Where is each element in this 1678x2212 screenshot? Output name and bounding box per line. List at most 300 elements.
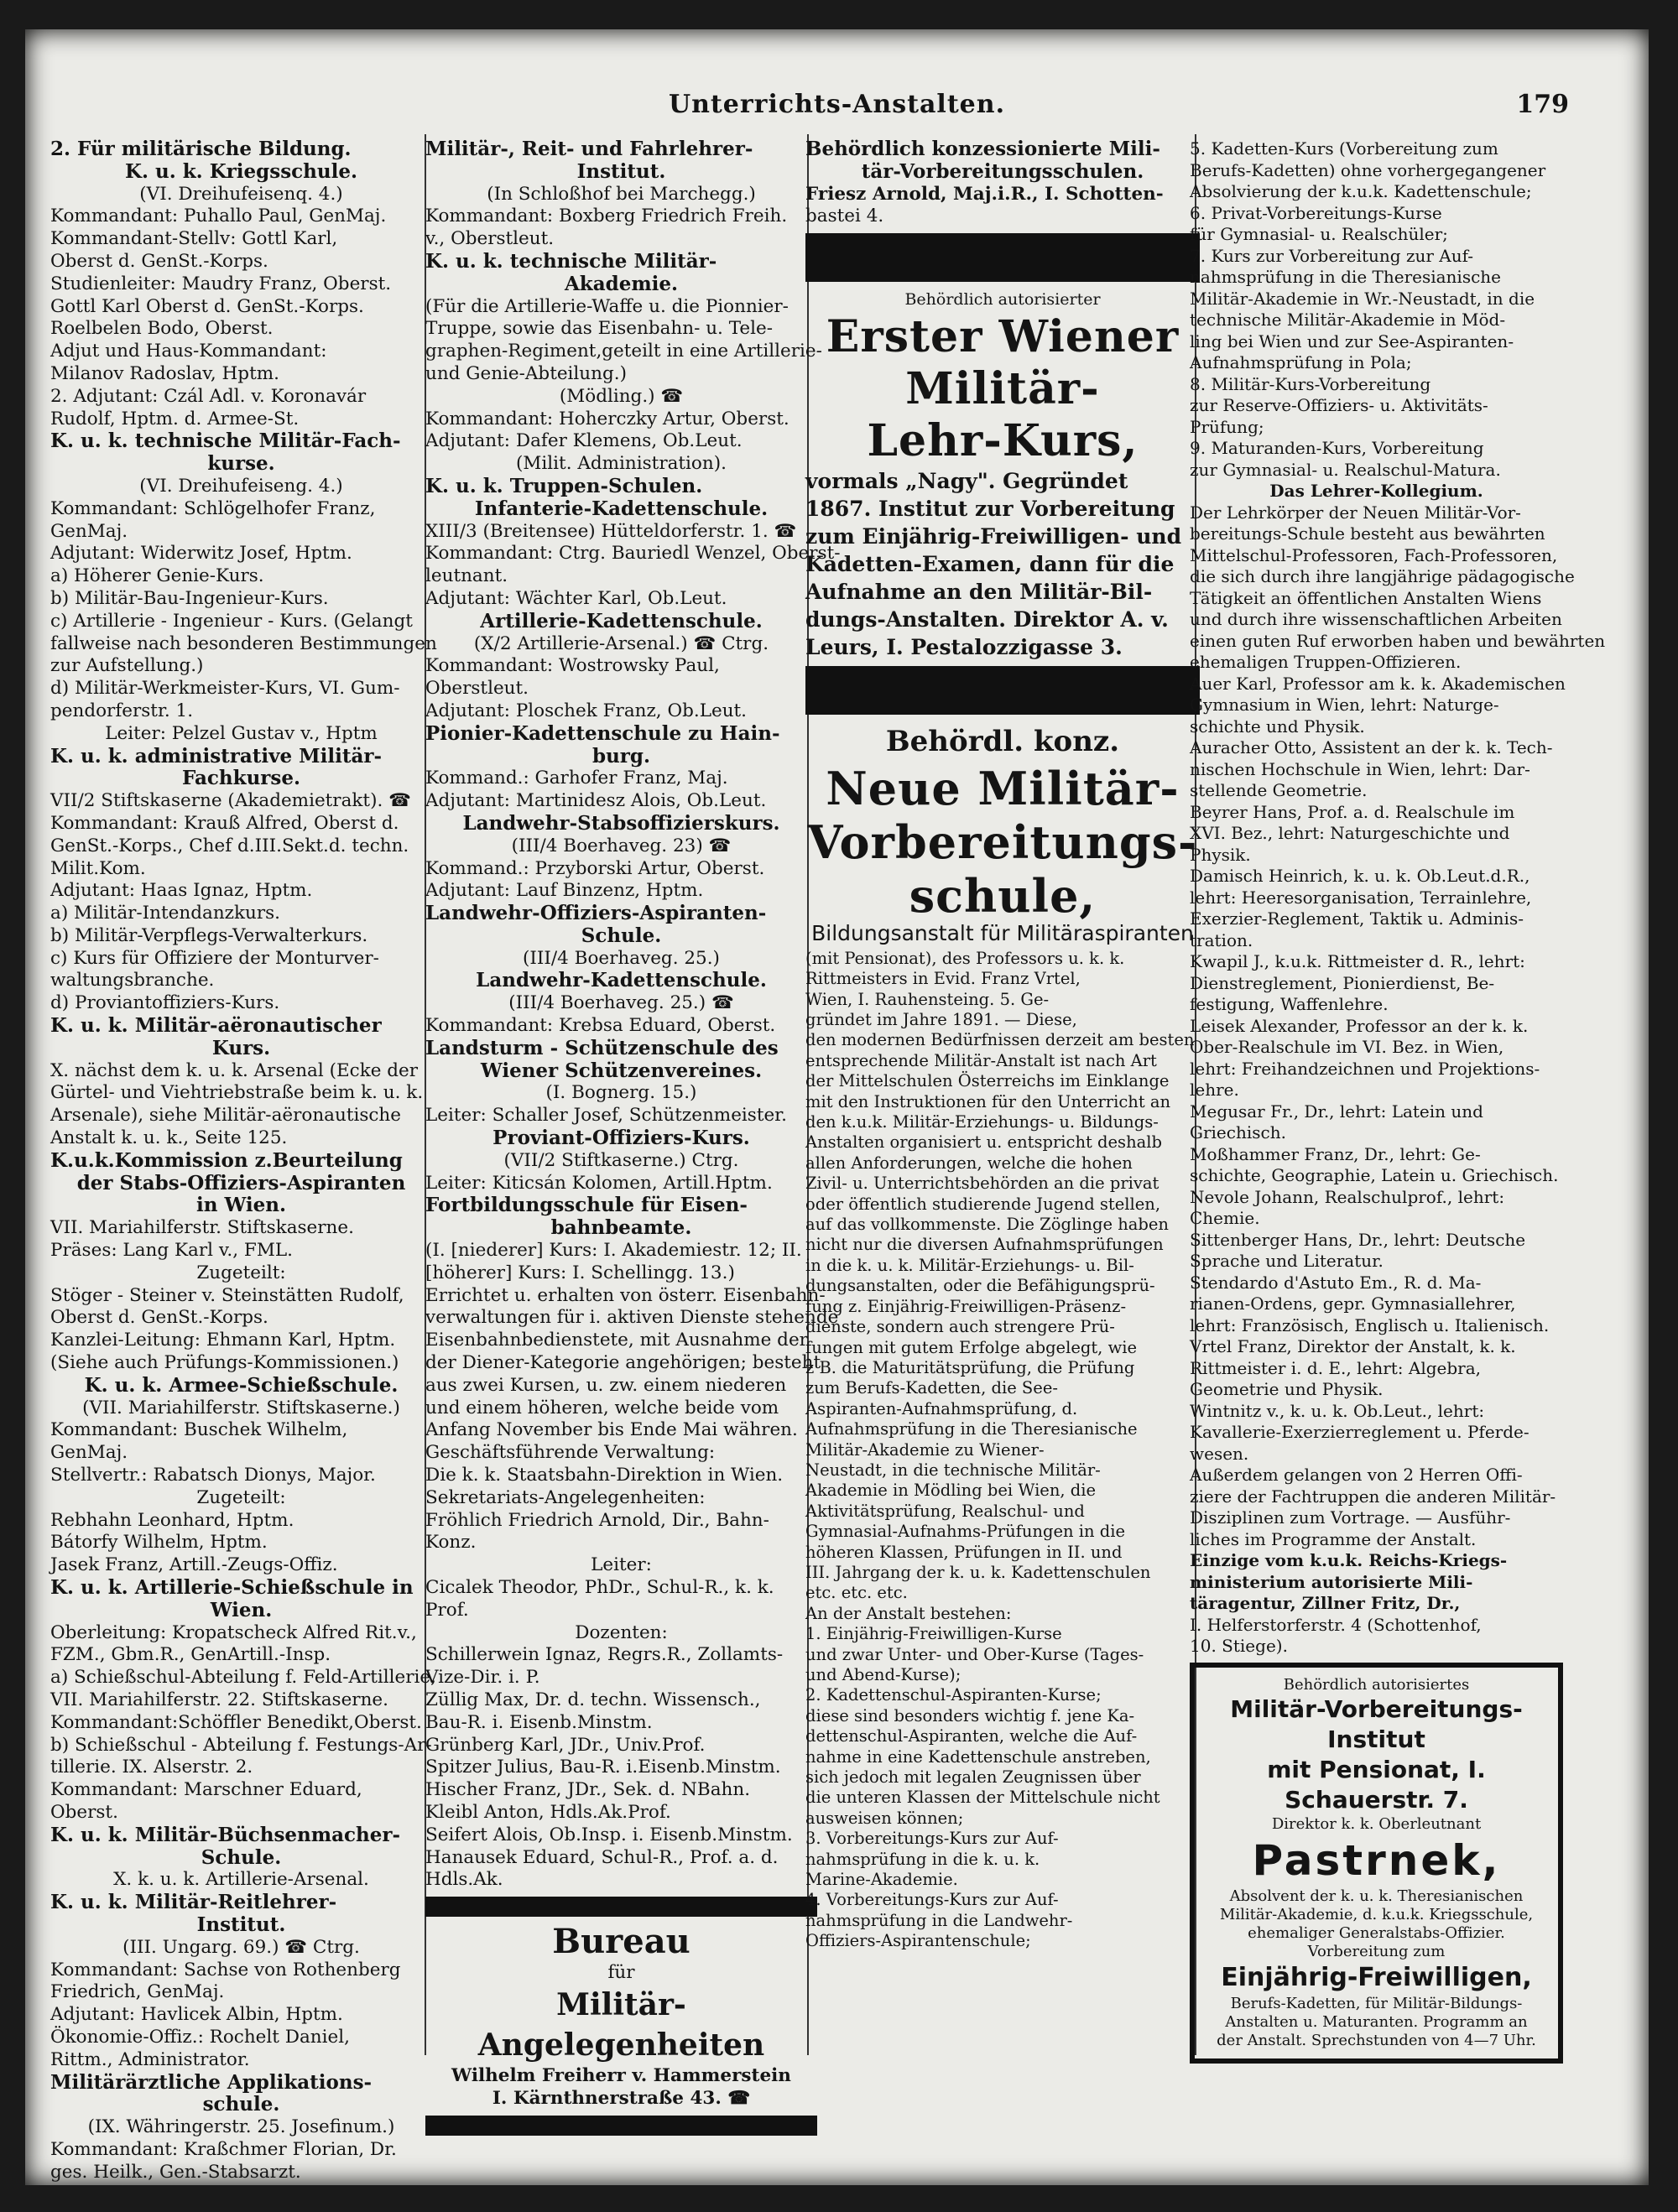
text-line: pendorferstr. 1. bbox=[50, 700, 194, 721]
ad-text-line: Offiziers-Aspirantenschule; bbox=[805, 1931, 1031, 1951]
section-heading: Fachkurse. bbox=[181, 767, 301, 790]
page-header bbox=[25, 90, 1649, 132]
text-line: Zugeteilt: bbox=[196, 1486, 286, 1508]
ad-text-line: allen Anforderungen, welche die hohen bbox=[805, 1153, 1133, 1173]
divider bbox=[805, 233, 1200, 282]
ad-text-line: Aktivitätsprüfung, Realschul- und bbox=[805, 1501, 1085, 1521]
inst-pre: Behördlich autorisiertes bbox=[1283, 1675, 1470, 1694]
ad-text-line: z B. die Maturitätsprüfung, die Prüfung bbox=[805, 1357, 1135, 1377]
text-line: Adjutant: Havlicek Albin, Hptm. bbox=[50, 2004, 343, 2026]
section-heading: K. u. k. Militär-Reitlehrer- bbox=[50, 1891, 337, 1914]
text-line: Dienstreglement, Pionierdienst, Be- bbox=[1190, 972, 1495, 993]
ad-text-line: nahmsprüfung in die k. u. k. bbox=[805, 1849, 1040, 1869]
text-line: VII. Mariahilferstr. 22. Stiftskaserne. bbox=[50, 1689, 388, 1710]
ad-text-line: diese sind besonders wichtig f. jene Ka- bbox=[805, 1705, 1135, 1725]
text-line: ling bei Wien und zur See-Aspiranten- bbox=[1190, 330, 1514, 351]
ad-text-line: Neustadt, in die technische Militär- bbox=[805, 1460, 1101, 1480]
section-heading: Fortbildungsschule für Eisen- bbox=[425, 1194, 748, 1217]
text-line: Kleibl Anton, Hdls.Ak.Prof. bbox=[425, 1801, 671, 1823]
text-line: waltungsbranche. bbox=[50, 970, 215, 991]
text-line: Dozenten: bbox=[575, 1621, 668, 1643]
inst-f2: Anstalten u. Maturanten. Programm an bbox=[1225, 2012, 1528, 2031]
text-line: Hdls.Ak. bbox=[425, 1869, 503, 1891]
ad-text-line: etc. etc. etc. bbox=[805, 1583, 908, 1603]
section-heading: K. u. k. administrative Militär- bbox=[50, 744, 383, 768]
text-line: (VI. Dreihufeiseng. 4.) bbox=[139, 475, 343, 497]
text-line: Der Lehrkörper der Neuen Militär-Vor- bbox=[1190, 502, 1521, 523]
section-heading: K.u.k.Kommission z.Beurteilung bbox=[50, 1148, 403, 1172]
text-line: b) Schießschul - Abteilung f. Festungs-Ar- bbox=[50, 1734, 432, 1756]
text-line: Friedrich, GenMaj. bbox=[50, 1981, 225, 2003]
text-line: (VII. Mariahilferstr. Stiftskaserne.) bbox=[82, 1397, 400, 1418]
text-line: Rittmeister i. d. E., lehrt: Algebra, bbox=[1190, 1357, 1482, 1378]
text-line: Rittm., Administrator. bbox=[50, 2048, 250, 2070]
text-line: Sittenberger Hans, Dr., lehrt: Deutsche bbox=[1190, 1229, 1526, 1250]
text-line: Kommand.: Przyborski Artur, Oberst. bbox=[425, 857, 765, 879]
text-line: Adjutant: Haas Ignaz, Hptm. bbox=[50, 880, 313, 902]
ad-text-line: Kadetten-Examen, dann für die bbox=[805, 551, 1175, 576]
text-line: (III/4 Boerhaveg. 23) ☎ bbox=[511, 835, 732, 856]
text-line: Leisek Alexander, Professor an der k. k. bbox=[1190, 1015, 1529, 1036]
section-heading: K. u. k. technische Militär- bbox=[425, 249, 717, 273]
text-line: d) Proviantoffiziers-Kurs. bbox=[50, 992, 280, 1014]
section-heading: Landwehr-Offiziers-Aspiranten- bbox=[425, 902, 767, 925]
text-line: Prüfung; bbox=[1190, 416, 1264, 437]
text-line: Anstalt k. u. k., Seite 125. bbox=[50, 1127, 288, 1149]
text-line: Ober-Realschule im VI. Bez. in Wien, bbox=[1190, 1037, 1504, 1057]
divider bbox=[425, 1897, 817, 1917]
text-line: X. nächst dem k. u. k. Arsenal (Ecke der bbox=[50, 1059, 419, 1081]
text-line: Stöger - Steiner v. Steinstätten Rudolf, bbox=[50, 1284, 404, 1306]
text-line: aus zwei Kursen, u. zw. einem niederen bbox=[425, 1374, 787, 1396]
text-line: b) Militär-Verpflegs-Verwalterkurs. bbox=[50, 924, 368, 946]
text-line: Kommandant: Boxberg Friedrich Freih. bbox=[425, 206, 788, 227]
text-line: verwaltungen für i. aktiven Dienste stehende bbox=[425, 1307, 839, 1329]
text-line: Geschäftsführende Verwaltung: bbox=[425, 1442, 716, 1464]
text-line: tration. bbox=[1190, 929, 1253, 950]
text-line: Vrtel Franz, Direktor der Anstalt, k. k. bbox=[1190, 1336, 1516, 1356]
text-line: Roelbelen Bodo, Oberst. bbox=[50, 318, 274, 340]
section-heading: Institut. bbox=[196, 1913, 286, 1936]
ad-text-line: höheren Klassen, Prüfungen in II. und bbox=[805, 1542, 1123, 1562]
text-line: c) Artillerie - Ingenieur - Kurs. (Gelangt bbox=[50, 610, 413, 632]
text-line: Konz. bbox=[425, 1532, 477, 1554]
ad-text-line: zum Einjährig-Freiwilligen- und bbox=[805, 523, 1182, 549]
text-line: ministerium autorisierte Mili- bbox=[1190, 1571, 1473, 1592]
ad-text-line: oder öffentlich studierende Jugend stellen, bbox=[805, 1194, 1161, 1214]
ad-text-line: gründet im Jahre 1891. — Diese, bbox=[805, 1010, 1077, 1029]
text-line: (Für die Artillerie-Waffe u. die Pionnier- bbox=[425, 295, 789, 317]
text-line: Kanzlei-Leitung: Ehmann Karl, Hptm. bbox=[50, 1330, 396, 1351]
text-line: ziere der Fachtruppen die anderen Militär- bbox=[1190, 1486, 1556, 1507]
column-1 bbox=[50, 138, 437, 2183]
text-line: (IX. Währingerstr. 25. Josefinum.) bbox=[87, 2116, 395, 2138]
section-heading: tär-Vorbereitungsschulen. bbox=[861, 159, 1144, 183]
text-line: Errichtet u. erhalten von österr. Eisenbahn- bbox=[425, 1284, 826, 1306]
text-line: Fröhlich Friedrich Arnold, Dir., Bahn- bbox=[425, 1509, 769, 1531]
lehrkurs-advertisement bbox=[805, 233, 1200, 715]
text-line: Gottl Karl Oberst d. GenSt.-Korps. bbox=[50, 295, 364, 317]
text-line: festigung, Waffenlehre. bbox=[1190, 994, 1389, 1014]
text-line: Friesz Arnold, Maj.i.R., I. Schotten- bbox=[805, 183, 1164, 205]
text-line: b) Militär-Bau-Ingenieur-Kurs. bbox=[50, 587, 329, 609]
text-line: Sprache und Literatur. bbox=[1190, 1251, 1384, 1271]
text-line: Oberst. bbox=[50, 1801, 118, 1823]
text-line: wesen. bbox=[1190, 1443, 1249, 1464]
text-line: Adjut und Haus-Kommandant: bbox=[50, 341, 327, 362]
text-line: Exerzier-Reglement, Taktik u. Adminis- bbox=[1190, 908, 1524, 929]
text-line: Bau-R. i. Eisenb.Minstm. bbox=[425, 1711, 653, 1733]
ad-text-line: sich jedoch mit legalen Zeugnissen über bbox=[805, 1767, 1141, 1788]
section-heading: in Wien. bbox=[196, 1194, 286, 1217]
text-line: Leiter: bbox=[591, 1554, 652, 1576]
bureau-ad-line2: für bbox=[607, 1962, 635, 1984]
ad-text-line: den modernen Bedürfnissen derzeit am besten bbox=[805, 1030, 1195, 1050]
section-heading: Institut. bbox=[576, 159, 666, 183]
column-3-header bbox=[805, 138, 1200, 228]
text-line: Ökonomie-Offiz.: Rochelt Daniel, bbox=[50, 2026, 350, 2048]
text-line: Kavallerie-Exerzierreglement u. Pferde- bbox=[1190, 1422, 1529, 1442]
text-line: (III. Ungarg. 69.) ☎ Ctrg. bbox=[122, 1936, 360, 1958]
text-line: Megusar Fr., Dr., lehrt: Latein und bbox=[1190, 1101, 1483, 1122]
text-line: Kwapil J., k.u.k. Rittmeister d. R., lehrt: bbox=[1190, 951, 1525, 971]
section-heading: Militär-, Reit- und Fahrlehrer- bbox=[425, 138, 753, 160]
text-line: Kommandant: Schlögelhofer Franz, bbox=[50, 497, 376, 519]
text-line: und Genie-Abteilung.) bbox=[425, 362, 627, 384]
text-line: Geometrie und Physik. bbox=[1190, 1379, 1384, 1399]
text-line: (III/4 Boerhaveg. 25.) bbox=[523, 947, 720, 969]
ad-text-line: 2. Kadettenschul-Aspiranten-Kurse; bbox=[805, 1685, 1102, 1705]
divider bbox=[805, 666, 1200, 715]
text-line: Rebhahn Leonhard, Hptm. bbox=[50, 1509, 294, 1531]
text-line: a) Militär-Intendanzkurs. bbox=[50, 903, 281, 924]
text-line: Truppe, sowie das Eisenbahn- u. Tele- bbox=[425, 318, 773, 340]
bureau-ad-line3: Militär-Angelegenheiten bbox=[477, 1986, 765, 2063]
text-line: täragentur, Zillner Fritz, Dr., bbox=[1190, 1593, 1461, 1613]
column-2-text bbox=[425, 138, 841, 1892]
text-line: Moßhammer Franz, Dr., lehrt: Ge- bbox=[1190, 1143, 1481, 1164]
text-line: FZM., Gbm.R., GenArtill.-Insp. bbox=[50, 1644, 331, 1666]
text-line: ehemaligen Truppen-Offizieren. bbox=[1190, 652, 1462, 672]
text-line: 7. Kurs zur Vorbereitung zur Auf- bbox=[1190, 245, 1474, 266]
ad-text-line: An der Anstalt bestehen: bbox=[805, 1603, 1012, 1623]
ad-text-line: den k.u.k. Militär-Erziehungs- u. Bildungs- bbox=[805, 1112, 1159, 1132]
section-heading: kurse. bbox=[207, 452, 275, 476]
ad-text-line: Aufnahmsprüfung in die Theresianische bbox=[805, 1419, 1138, 1439]
lehrkurs-pre: Behördlich autorisierter bbox=[904, 290, 1101, 310]
text-line: rianen-Ordens, gepr. Gymnasiallehrer, bbox=[1190, 1293, 1516, 1314]
inst-abs2: Militär-Akademie, d. k.u.k. Kriegsschule, bbox=[1219, 1905, 1534, 1923]
text-line: tillerie. IX. Alserstr. 2. bbox=[50, 1757, 253, 1778]
text-line: Stellvertr.: Rabatsch Dionys, Major. bbox=[50, 1465, 376, 1486]
text-line: graphen-Regiment,geteilt in eine Artillerie- bbox=[425, 341, 822, 362]
text-line: (VI. Dreihufeisenq. 4.) bbox=[139, 183, 343, 205]
text-line: Jasek Franz, Artill.-Zeugs-Offiz. bbox=[50, 1554, 338, 1576]
section-heading: K. u. k. Militär-aëronautischer bbox=[50, 1014, 382, 1038]
text-line: Züllig Max, Dr. d. techn. Wissensch., bbox=[425, 1689, 761, 1710]
text-line: GenMaj. bbox=[50, 520, 128, 542]
text-line: Kommandant: Buschek Wilhelm, bbox=[50, 1419, 348, 1441]
text-line: schichte und Physik. bbox=[1190, 716, 1365, 736]
inst-f3: der Anstalt. Sprechstunden von 4—7 Uhr. bbox=[1217, 2031, 1536, 2049]
text-line: Grünberg Karl, JDr., Univ.Prof. bbox=[425, 1734, 706, 1756]
column-4 bbox=[1190, 138, 1606, 2059]
text-line: Oberst d. GenSt.-Korps. bbox=[50, 250, 268, 272]
ad-text-line: 1. Einjährig-Freiwilligen-Kurse bbox=[805, 1624, 1062, 1644]
section-heading: Akademie. bbox=[564, 272, 679, 295]
ad-text-line: fung z. Einjährig-Freiwilligen-Präsenz- bbox=[805, 1296, 1127, 1316]
ad-text-line: der Mittelschulen Österreichs im Einklange bbox=[805, 1071, 1170, 1091]
text-line: Physik. bbox=[1190, 844, 1251, 865]
text-line: ges. Heilk., Gen.-Stabsarzt. bbox=[50, 2161, 301, 2183]
text-line: Hischer Franz, JDr., Sek. d. NBahn. bbox=[425, 1779, 751, 1801]
inst-f1: Berufs-Kadetten, für Militär-Bildungs- bbox=[1230, 1994, 1523, 2012]
text-line: Seifert Alois, Ob.Insp. i. Eisenb.Minstm. bbox=[425, 1824, 793, 1845]
text-line: Schillerwein Ignaz, Regrs.R., Zollamts- bbox=[425, 1644, 784, 1666]
inst-title1: Militär-Vorbereitungs-Institut bbox=[1230, 1694, 1523, 1753]
text-line: XIII/3 (Breitensee) Hütteldorferstr. 1. ☎ bbox=[425, 520, 797, 542]
text-line: Adjutant: Lauf Binzenz, Hptm. bbox=[425, 880, 704, 902]
text-line: 6. Privat-Vorbereitungs-Kurse bbox=[1190, 202, 1442, 223]
inst-prep: Vorbereitung zum bbox=[1307, 1942, 1446, 1960]
text-line: fallweise nach besonderen Bestimmungen bbox=[50, 632, 437, 654]
text-line: Beyrer Hans, Prof. a. d. Realschule im bbox=[1190, 801, 1515, 822]
text-line: Berufs-Kadetten) ohne vorhergegangener bbox=[1190, 159, 1546, 180]
vorbereitungsschule-advertisement bbox=[805, 721, 1200, 1952]
ad-text-line: nicht nur die diversen Aufnahmsprüfungen bbox=[805, 1235, 1164, 1255]
text-line: (In Schloßhof bei Marchegg.) bbox=[487, 183, 756, 205]
bureau-ad-line5: I. Kärnthnerstraße 43. ☎ bbox=[492, 2087, 751, 2109]
text-line: lehre. bbox=[1190, 1080, 1239, 1100]
text-line: Kommandant: Wostrowsky Paul, bbox=[425, 655, 720, 677]
vorb-sub: Bildungsanstalt für Militäraspiranten bbox=[811, 920, 1194, 945]
text-line: VII. Mariahilferstr. Stiftskaserne. bbox=[50, 1217, 354, 1239]
text-line: Cicalek Theodor, PhDr., Schul-R., k. k. bbox=[425, 1577, 774, 1598]
ad-text-line: dungsanstalten, oder die Befähigungsprü- bbox=[805, 1276, 1155, 1296]
text-line: 9. Maturanden-Kurs, Vorbereitung bbox=[1190, 438, 1484, 458]
text-line: nischen Hochschule in Wien, lehrt: Dar- bbox=[1190, 758, 1530, 779]
section-heading: K. u. k. Artillerie-Schießschule in bbox=[50, 1576, 414, 1599]
text-line: a) Schießschul-Abteilung f. Feld-Artillerie, bbox=[50, 1667, 436, 1689]
ad-text-line: und zwar Unter- und Ober-Kurse (Tages- bbox=[805, 1644, 1144, 1664]
text-line: Auracher Otto, Assistent an der k. k. Tech- bbox=[1190, 737, 1553, 757]
column-2 bbox=[425, 138, 841, 2109]
text-line: Disziplinen zum Vortrage. — Ausführ- bbox=[1190, 1507, 1511, 1528]
text-line: Oberstleut. bbox=[425, 678, 529, 700]
ad-text-line: mit den Instruktionen für den Unterricht an bbox=[805, 1091, 1171, 1111]
text-line: Oberst d. GenSt.-Korps. bbox=[50, 1307, 268, 1329]
inst-director: Direktor k. k. Oberleutnant bbox=[1271, 1814, 1482, 1833]
text-line: Kommandant:Schöffler Benedikt,Oberst. bbox=[50, 1711, 422, 1733]
text-line: Adjutant: Martinidesz Alois, Ob.Leut. bbox=[425, 790, 767, 812]
text-line: technische Militär-Akademie in Möd- bbox=[1190, 310, 1506, 330]
text-line: Gymnasium in Wien, lehrt: Naturge- bbox=[1190, 695, 1499, 715]
ad-text-line: Gymnasial-Aufnahms-Prüfungen in die bbox=[805, 1522, 1126, 1542]
bureau-advertisement bbox=[425, 1897, 817, 2135]
section-heading: Artillerie-Kadettenschule. bbox=[480, 609, 763, 632]
text-line: a) Höherer Genie-Kurs. bbox=[50, 565, 264, 587]
text-line: und einem höheren, welche beide vom bbox=[425, 1397, 779, 1418]
inst-title2: mit Pensionat, I. Schauerstr. 7. bbox=[1267, 1755, 1486, 1814]
ad-text-line: Rittmeisters in Evid. Franz Vrtel, bbox=[805, 969, 1081, 989]
section-heading: Proviant-Offiziers-Kurs. bbox=[492, 1127, 750, 1150]
text-line: schichte, Geographie, Latein u. Griechisch. bbox=[1190, 1165, 1559, 1185]
text-line: 2. Adjutant: Czál Adl. v. Koronavár bbox=[50, 385, 367, 407]
section-heading: 2. Für militärische Bildung. bbox=[50, 138, 352, 160]
inst-name: Pastrnek, bbox=[1252, 1835, 1501, 1885]
text-line: Eisenbahnbedienstete, mit Ausnahme der bbox=[425, 1330, 808, 1351]
text-line: Adjutant: Dafer Klemens, Ob.Leut. bbox=[425, 430, 743, 452]
text-line: Nevole Johann, Realschulprof., lehrt: bbox=[1190, 1186, 1505, 1207]
text-line: bereitungs-Schule besteht aus bewährten bbox=[1190, 523, 1545, 544]
text-line: (Mödling.) ☎ bbox=[559, 385, 684, 407]
text-line: zur Gymnasial- u. Realschul-Matura. bbox=[1190, 459, 1501, 480]
ad-text-line: nahme in eine Kadettenschule anstreben, bbox=[805, 1746, 1151, 1767]
text-line: X. k. u. k. Artillerie-Arsenal. bbox=[113, 1869, 369, 1891]
section-heading: Wien. bbox=[210, 1598, 273, 1621]
section-heading: der Stabs-Offiziers-Aspiranten bbox=[76, 1171, 406, 1194]
text-line: Tätigkeit an öffentlichen Anstalten Wiens bbox=[1190, 587, 1542, 608]
section-heading: Landwehr-Stabsoffizierskurs. bbox=[462, 811, 780, 835]
ad-text-line: 3. Vorbereitungs-Kurs zur Auf- bbox=[805, 1829, 1059, 1849]
section-heading: Landwehr-Kadettenschule. bbox=[476, 969, 767, 992]
section-heading: bahnbeamte. bbox=[550, 1216, 692, 1240]
text-line: Milanov Radoslav, Hptm. bbox=[50, 362, 279, 384]
ad-text-line: dungs-Anstalten. Direktor A. v. bbox=[805, 606, 1169, 632]
text-line: (I. [niederer] Kurs: I. Akademiestr. 12; II. bbox=[425, 1240, 802, 1262]
text-line: Prof. bbox=[425, 1599, 469, 1621]
text-line: (X/2 Artillerie-Arsenal.) ☎ Ctrg. bbox=[473, 632, 769, 654]
text-line: Aufnahmsprüfung in Pola; bbox=[1190, 352, 1412, 372]
text-line: Chemie. bbox=[1190, 1208, 1260, 1228]
text-line: lehrt: Heeresorganisation, Terrainlehre, bbox=[1190, 887, 1532, 908]
text-line: XVI. Bez., lehrt: Naturgeschichte und bbox=[1190, 823, 1510, 843]
inst-abs3: ehemaliger Generalstabs-Offizier. bbox=[1248, 1923, 1505, 1942]
ad-text-line: Aspiranten-Aufnahmsprüfung, d. bbox=[805, 1398, 1078, 1418]
text-line: v., Oberstleut. bbox=[425, 228, 555, 250]
ad-text-line: und Abend-Kurse); bbox=[805, 1665, 961, 1684]
text-line: Absolvierung der k.u.k. Kadettenschule; bbox=[1190, 181, 1532, 201]
text-line: 10. Stiege). bbox=[1190, 1636, 1288, 1656]
inst-abs1: Absolvent der k. u. k. Theresianischen bbox=[1229, 1887, 1524, 1905]
section-heading: Das Lehrer-Kollegium. bbox=[1269, 481, 1483, 501]
vorb-title3: schule, bbox=[909, 868, 1097, 923]
ad-text-line: Marine-Akademie. bbox=[805, 1870, 958, 1890]
ad-text-line: 4. Vorbereitungs-Kurs zur Auf- bbox=[805, 1890, 1059, 1910]
text-line: Auer Karl, Professor am k. k. Akademischen bbox=[1190, 673, 1566, 694]
section-heading: K. u. k. technische Militär-Fach- bbox=[50, 429, 401, 453]
ad-text-line: zum Berufs-Kadetten, die See- bbox=[805, 1378, 1058, 1398]
text-line: Anfang November bis Ende Mai währen. bbox=[425, 1419, 798, 1441]
text-line: Kommandant: Krebsa Eduard, Oberst. bbox=[425, 1015, 776, 1037]
text-line: die sich durch ihre langjährige pädagogische bbox=[1190, 566, 1575, 586]
text-line: Stendardo d'Astuto Em., R. d. Ma- bbox=[1190, 1272, 1482, 1293]
column-4-text bbox=[1190, 138, 1606, 1658]
text-line: (III/4 Boerhaveg. 25.) ☎ bbox=[508, 992, 734, 1014]
section-heading: Schule. bbox=[201, 1845, 282, 1869]
ad-text-line: nahmsprüfung in die Landwehr- bbox=[805, 1910, 1073, 1930]
text-line: Sekretariats-Angelegenheiten: bbox=[425, 1486, 706, 1508]
section-heading: K. u. k. Armee-Schießschule. bbox=[84, 1373, 399, 1397]
text-line: einen guten Ruf erworben haben und bewährten bbox=[1190, 630, 1606, 651]
ad-text-line: 1867. Institut zur Vorbereitung bbox=[805, 496, 1175, 521]
section-heading: Pionier-Kadettenschule zu Hain- bbox=[425, 721, 780, 745]
section-heading: schule. bbox=[202, 2093, 280, 2116]
section-heading: Landsturm - Schützenschule des bbox=[425, 1036, 779, 1059]
text-line: Kommandant: Puhallo Paul, GenMaj. bbox=[50, 206, 387, 227]
text-line: und durch ihre wissenschaftlichen Arbeiten bbox=[1190, 609, 1562, 629]
text-line: Leiter: Kiticsán Kolomen, Artill.Hptm. bbox=[425, 1172, 773, 1194]
lehrkurs-title2: Lehr-Kurs, bbox=[867, 414, 1139, 466]
text-line: Spitzer Julius, Bau-R. i.Eisenb.Minstm. bbox=[425, 1757, 781, 1778]
text-line: Vize-Dir. i. P. bbox=[425, 1667, 540, 1689]
text-line: (I. Bognerg. 15.) bbox=[545, 1082, 697, 1104]
text-line: Kommandant: Marschner Eduard, bbox=[50, 1779, 362, 1801]
section-heading: burg. bbox=[591, 744, 650, 768]
text-line: Militär-Akademie in Wr.-Neustadt, in die bbox=[1190, 288, 1535, 309]
ad-text-line: fungen mit gutem Erfolge abgelegt, wie bbox=[805, 1337, 1138, 1357]
section-heading: Infanterie-Kadettenschule. bbox=[474, 497, 769, 520]
text-line: [höherer] Kurs: I. Schellingg. 13.) bbox=[425, 1262, 735, 1283]
text-line: Studienleiter: Maudry Franz, Oberst. bbox=[50, 273, 392, 294]
text-line: Kommand.: Garhofer Franz, Maj. bbox=[425, 768, 728, 789]
text-line: Zugeteilt: bbox=[196, 1262, 286, 1283]
text-line: Bátorfy Wilhelm, Hptm. bbox=[50, 1532, 268, 1554]
lehrkurs-text bbox=[805, 467, 1200, 661]
text-line: für Gymnasial- u. Realschüler; bbox=[1190, 224, 1448, 244]
page-number: 179 bbox=[1516, 90, 1569, 119]
text-line: Arsenale), siehe Militär-aëronautische bbox=[50, 1105, 402, 1127]
inst-big: Einjährig-Freiwilligen, bbox=[1221, 1962, 1532, 1992]
text-line: bastei 4. bbox=[805, 206, 884, 227]
text-line: Außerdem gelangen von 2 Herren Offi- bbox=[1190, 1465, 1523, 1485]
text-line: lehrt: Französisch, Englisch u. Italienisch. bbox=[1190, 1314, 1550, 1335]
text-line: liches im Programme der Anstalt. bbox=[1190, 1528, 1477, 1549]
text-line: Milit.Kom. bbox=[50, 857, 146, 879]
ad-text-line: III. Jahrgang der k. u. k. Kadettenschulen bbox=[805, 1562, 1151, 1582]
text-line: (VII/2 Stiftkaserne.) Ctrg. bbox=[503, 1149, 739, 1171]
divider bbox=[425, 2116, 817, 2136]
text-line: Leiter: Pelzel Gustav v., Hptm bbox=[105, 722, 378, 744]
ad-text-line: ausweisen können; bbox=[805, 1808, 964, 1828]
text-line: c) Kurs für Offiziere der Monturver- bbox=[50, 947, 379, 969]
text-line: Leiter: Schaller Josef, Schützenmeister. bbox=[425, 1105, 787, 1127]
text-line: Oberleitung: Kropatscheck Alfred Rit.v., bbox=[50, 1621, 417, 1643]
text-line: Wintnitz v., k. u. k. Ob.Leut., lehrt: bbox=[1190, 1400, 1485, 1421]
ad-text-line: vormals „Nagy". Gegründet bbox=[805, 468, 1128, 493]
text-line: Hanausek Eduard, Schul-R., Prof. a. d. bbox=[425, 1846, 779, 1868]
text-line: Kommandant: Ctrg. Bauriedl Wenzel, Oberst- bbox=[425, 543, 841, 565]
section-heading: Wiener Schützenvereines. bbox=[480, 1059, 763, 1082]
text-line: nahmsprüfung in die Theresianische bbox=[1190, 267, 1502, 287]
text-line: 5. Kadetten-Kurs (Vorbereitung zum bbox=[1190, 138, 1498, 159]
text-line: Adjutant: Widerwitz Josef, Hptm. bbox=[50, 543, 352, 565]
bureau-ad-line4: Wilhelm Freiherr v. Hammerstein bbox=[451, 2064, 791, 2086]
text-line: Einzige vom k.u.k. Reichs-Kriegs- bbox=[1190, 1550, 1508, 1570]
text-line: Kommandant: Hoherczky Artur, Oberst. bbox=[425, 408, 789, 429]
text-line: Gürtel- und Viehtriebstraße beim k. u. k. bbox=[50, 1082, 424, 1104]
ad-text-line: in die k. u. k. Militär-Erziehungs- u. Bil- bbox=[805, 1255, 1134, 1275]
section-heading: Behördlich konzessionierte Mili- bbox=[805, 138, 1160, 160]
text-line: Rudolf, Hptm. d. Armee-St. bbox=[50, 408, 300, 429]
ad-text-line: Akademie in Mödling bei Wien, die bbox=[805, 1481, 1097, 1501]
text-line: 8. Militär-Kurs-Vorbereitung bbox=[1190, 373, 1431, 394]
text-line: (Siehe auch Prüfungs-Kommissionen.) bbox=[50, 1352, 399, 1374]
section-heading: Kurs. bbox=[211, 1036, 271, 1059]
text-line: Mittelschul-Professoren, Fach-Professoren, bbox=[1190, 544, 1558, 565]
text-line: lehrt: Freihandzeichnen und Projektions- bbox=[1190, 1058, 1540, 1079]
ad-text-line: die unteren Klassen der Mittelschule nicht bbox=[805, 1788, 1160, 1808]
